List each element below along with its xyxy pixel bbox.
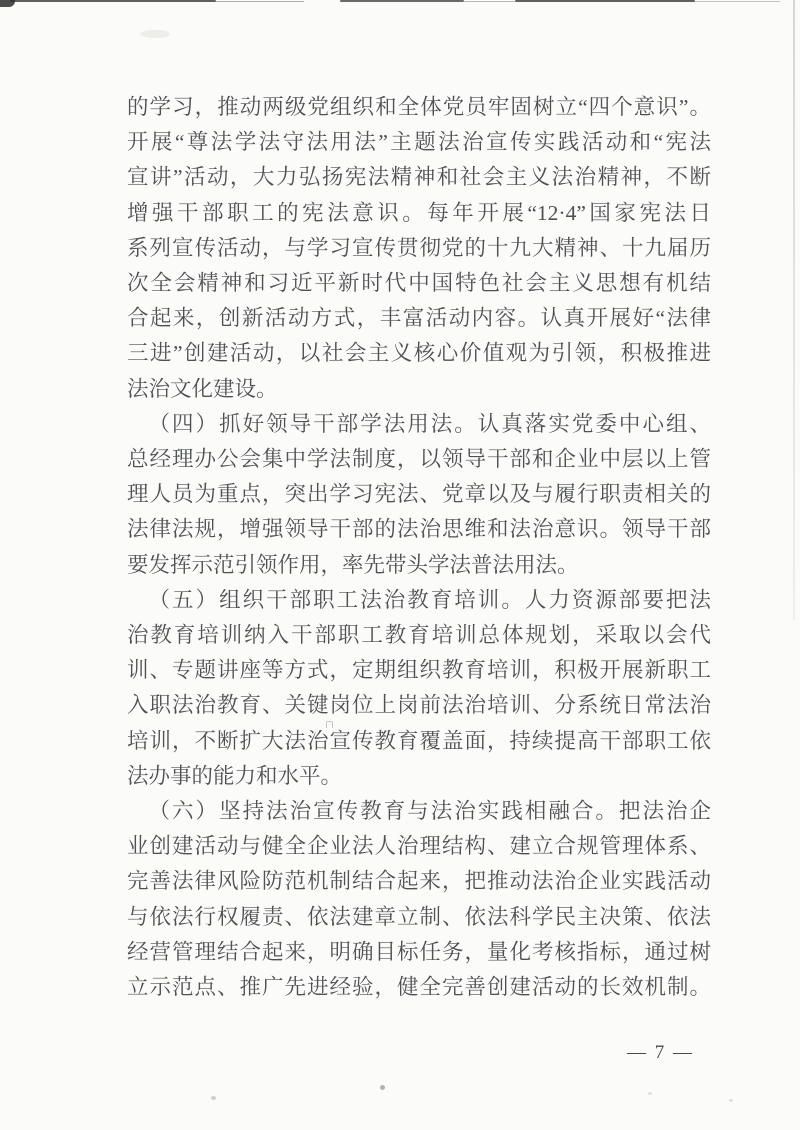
text-line: 总经理办公会集中学法制度，以领导干部和企业中层以上管 — [127, 447, 711, 472]
text-line: 的学习，推动两级党组织和全体党员牢固树立“四个意识”。 — [127, 95, 711, 119]
page-number: — 7 — — [627, 1042, 694, 1063]
text-line: 训、专题讲座等方式，定期组织教育培训，积极开展新职工 — [127, 658, 711, 683]
text-line: 法治文化建设。 — [127, 376, 278, 401]
scan-speck — [380, 1085, 385, 1090]
scan-top-edge-artifact — [340, 0, 464, 2]
text-line: （四）抓好领导干部学法用法。认真落实党委中心组、 — [148, 411, 711, 436]
scan-top-edge-artifact — [464, 1, 515, 2]
document-body — [127, 90, 711, 1005]
text-line: （五）组织干部职工法治教育培训。人力资源部要把法 — [148, 587, 711, 612]
paragraph-item-4 — [127, 407, 711, 583]
text-line: 理人员为重点，突出学习宪法、党章以及与履行职责相关的 — [127, 482, 711, 507]
paragraph-item-5 — [127, 583, 711, 794]
text-line: （六）坚持法治宣传教育与法治实践相融合。把法治企 — [148, 799, 711, 824]
scan-speck — [729, 1099, 733, 1102]
text-line: 培训，不断扩大法治宣传教育覆盖面，持续提高干部职工依 — [127, 728, 711, 753]
scan-top-edge-artifact — [695, 1, 780, 2]
text-line: 业创建活动与健全企业法人治理结构、建立合规管理体系、 — [127, 834, 711, 859]
text-line: 次全会精神和习近平新时代中国特色社会主义思想有机结 — [127, 271, 711, 296]
text-line: 与依法行权履责、依法建章立制、依法科学民主决策、依法 — [127, 904, 711, 929]
text-line: 法办事的能力和水平。 — [127, 763, 343, 788]
text-line: 立示范点、推广先进经验，健全完善创建活动的长效机制。 — [127, 975, 711, 1000]
text-line: 入职法治教育、关键岗位上岗前法治培训、分系统日常法治 — [127, 693, 711, 718]
scan-speck — [211, 1096, 216, 1100]
text-line: 增强干部职工的宪法意识。每年开展“12·4”国家宪法日 — [127, 200, 711, 225]
scan-corner-mark — [0, 0, 15, 7]
paragraph-continuation — [127, 90, 711, 407]
text-line: 宣讲”活动，大力弘扬宪法精神和社会主义法治精神，不断 — [127, 165, 711, 190]
text-line: 经营管理结合起来，明确目标任务，量化考核指标，通过树 — [127, 939, 711, 964]
text-line: 系列宣传活动，与学习宣传贯彻党的十九大精神、十九届历 — [127, 235, 711, 260]
text-line: 三进”创建活动，以社会主义核心价值观为引领，积极推进 — [127, 341, 711, 366]
scan-smudge — [140, 30, 170, 38]
text-line: 要发挥示范引领作用，率先带头学法普法用法。 — [127, 552, 579, 577]
scan-speck — [648, 1092, 652, 1095]
scan-top-edge-artifact — [216, 1, 304, 2]
paragraph-item-6 — [127, 794, 711, 1005]
scan-right-edge-line — [793, 0, 795, 620]
scan-top-edge-artifact — [10, 0, 216, 2]
text-line: 开展“尊法学法守法用法”主题法治宣传实践活动和“宪法 — [127, 130, 711, 155]
text-line: 完善法律风险防范机制结合起来，把推动法治企业实践活动 — [127, 869, 711, 894]
text-line: 治教育培训纳入干部职工教育培训总体规划，采取以会代 — [127, 623, 711, 648]
scan-top-edge-artifact — [515, 0, 695, 2]
text-line: 法律法规，增强领导干部的法治思维和法治意识。领导干部 — [127, 517, 711, 542]
text-line: 合起来，创新活动方式，丰富活动内容。认真开展好“法律 — [127, 306, 711, 331]
